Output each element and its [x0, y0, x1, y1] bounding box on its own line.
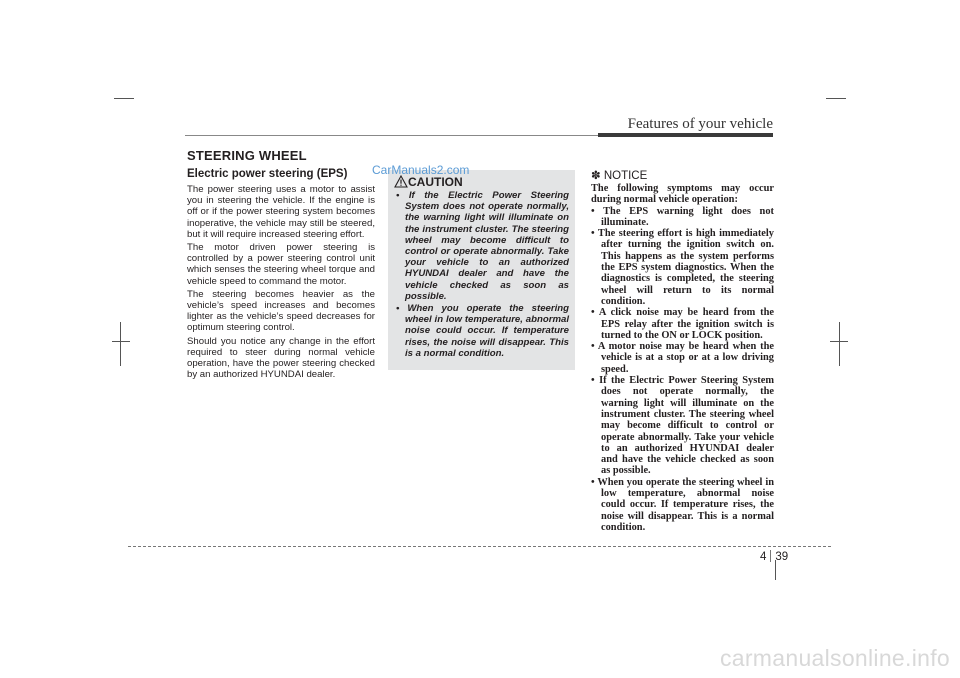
- notice-title: ✽ NOTICE: [591, 170, 648, 182]
- notice-column: [591, 168, 774, 533]
- caution-list: [396, 190, 569, 360]
- list-item: • A click noise may be heard from the EPS relay after the ignition switch is turned to the ON or LOCK position.: [591, 307, 774, 341]
- crop-mark-bottom-vertical: [775, 560, 776, 580]
- paragraph: The steering becomes heavier as the vehicle’s speed increases and becomes lighter as the vehicle’s speed decreases for optimum steering control.: [187, 288, 375, 334]
- list-item: • When you operate the steering wheel in low temperature, abnormal noise could occur. If temperature rises, the noise will disappear. This is a normal condition.: [396, 303, 569, 359]
- running-header-title: Features of your vehicle: [627, 116, 773, 132]
- page-number-separator: [770, 550, 771, 562]
- page-number-value: 39: [775, 551, 789, 563]
- eps-description-column: [187, 168, 375, 382]
- footer-dashed-rule: [128, 546, 831, 547]
- caution-title: CAUTION: [408, 175, 463, 189]
- list-item: • When you operate the steering wheel in low temperature, abnormal noise could occur. If temperature rises, the noise will disappear. This is a normal condition.: [591, 476, 774, 533]
- chapter-number: 4: [760, 551, 767, 563]
- crop-mark-right-horizontal: [830, 341, 848, 342]
- section-title: STEERING WHEEL: [187, 148, 307, 163]
- notice-intro: The following symptoms may occur during normal vehicle operation:: [591, 183, 774, 206]
- paragraph: The motor driven power steering is controlled by a power steering control unit which senses the steering wheel torque and vehicle speed to command the motor.: [187, 242, 375, 287]
- crop-mark-left-vertical: [120, 322, 121, 366]
- eps-heading: Electric power steering (EPS): [187, 168, 348, 180]
- list-item: • A motor noise may be heard when the vehicle is at a stop or at a low driving speed.: [591, 341, 774, 375]
- crop-mark-top-right: [826, 98, 846, 99]
- paragraph: The power steering uses a motor to assist you in steering the vehicle. If the engine is off or if the power steering system becomes inoperative, the vehicle may still be steered, but it will require increased steering effort.: [187, 184, 375, 240]
- list-item: • If the Electric Power Steering System does not operate normally, the warning light will illuminate on the instrument cluster. The steering wheel may become difficult to control or operate abnormally. Take your vehicle to an authorized HYUNDAI dealer and have the vehicle checked as soon as possible.: [591, 375, 774, 477]
- header-bar: [598, 133, 773, 137]
- caution-box: [388, 170, 575, 370]
- watermark-top[interactable]: CarManuals2.com: [372, 163, 470, 177]
- crop-mark-top-left: [114, 98, 134, 99]
- crop-mark-right-vertical: [839, 322, 840, 366]
- header-rule: [185, 135, 598, 136]
- list-item: • If the Electric Power Steering System does not operate normally, the warning light will illuminate on the instrument cluster. The steering wheel may become difficult to control or operate abnormally. Take your vehicle to an authorized HYUNDAI dealer and have the vehicle checked as soon as possible.: [396, 190, 569, 302]
- crop-mark-left-horizontal: [112, 341, 130, 342]
- page-number: [760, 550, 788, 563]
- list-item: • The EPS warning light does not illuminate.: [591, 205, 774, 228]
- paragraph: Should you notice any change in the effort required to steer during normal vehicle operation, have the power steering checked by an authorized HYUNDAI dealer.: [187, 335, 375, 381]
- list-item: • The steering effort is high immediately after turning the ignition switch on. This happens as the system performs the EPS system diagnostics. When the diagnostics is completed, the steering wheel will return to its normal condition.: [591, 228, 774, 307]
- footer-watermark[interactable]: carmanualsonline.info: [719, 645, 950, 671]
- notice-list: [591, 206, 774, 534]
